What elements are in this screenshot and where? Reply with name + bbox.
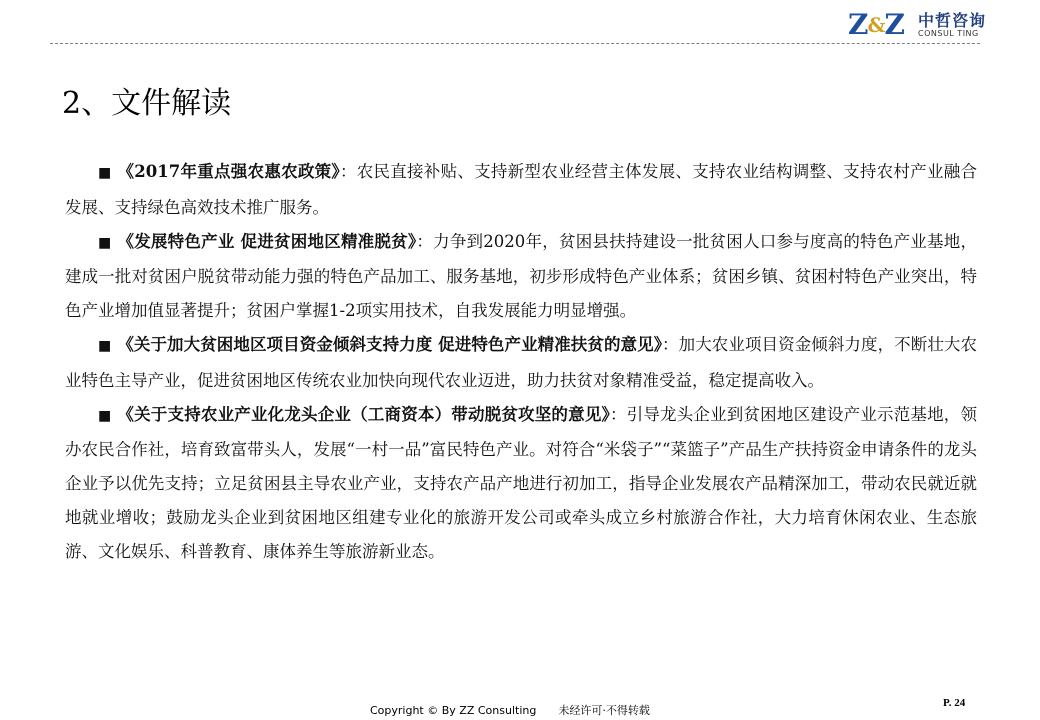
header-divider	[50, 43, 980, 44]
square-bullet-icon: ■	[98, 165, 112, 181]
policy-document-name: 《关于支持农业产业化龙头企业（工商资本）带动脱贫攻坚的意见》	[117, 404, 610, 424]
page-number: P. 24	[943, 697, 966, 709]
policy-summary: ：引导龙头企业到贫困地区建设产业示范基地，领办农民合作社，培育致富带头人，发展“一村一品”富民特色产业。对符合“米袋子”“菜篮子”产品生产扶持资金申请条件的龙头企业予以优先支持；立足贫困县主导农业产业，支持农产品产地进行初加工，指导企业发展农产品精深加工，带动农民就近就地就业增收；鼓励龙头企业到贫困地区组建专业化的旅游开发公司或牵头成立乡村旅游合作社，大力培育休闲农业、生态旅游、文化娱乐、科普教育、康体养生等旅游新业态。	[65, 404, 977, 561]
square-bullet-icon: ■	[98, 407, 112, 424]
square-bullet-icon: ■	[98, 234, 112, 251]
reprint-notice: 未经许可·不得转载	[558, 704, 650, 717]
copyright-text: Copyright © By ZZ Consulting	[370, 704, 537, 717]
logo-english-name: CONSUL TING	[918, 29, 979, 38]
policy-item	[65, 225, 977, 328]
footer-copyright	[370, 702, 650, 718]
policy-item	[65, 155, 977, 225]
policy-summary: ：加大农业项目资金倾斜力度，不断壮大农业特色主导产业，促进贫困地区传统农业加快向现代农业迈进，助力扶贫对象精准受益，稳定提高收入。	[65, 334, 977, 390]
policy-summary: ：力争到2020年，贫困县扶持建设一批贫困人口参与度高的特色产业基地，建成一批对贫困户脱贫带动能力强的特色产品加工、服务基地，初步形成特色产业体系；贫困乡镇、贫困村特色产业突出，特色产业增加值显著提升；贫困户掌握1-2项实用技术，自我发展能力明显增强。	[65, 231, 978, 321]
policy-item	[65, 328, 977, 398]
policy-list	[65, 155, 977, 569]
policy-item	[65, 398, 977, 569]
policy-document-name: 《发展特色产业 促进贫困地区精准脱贫》	[117, 231, 417, 251]
policy-summary: ：农民直接补贴、支持新型农业经营主体发展、支持农业结构调整、支持农村产业融合发展、支持绿色高效技术推广服务。	[65, 162, 977, 217]
logo-mark: Z&Z	[848, 8, 904, 41]
policy-document-name: 《2017年重点强农惠农政策》	[117, 162, 340, 181]
square-bullet-icon: ■	[98, 337, 112, 354]
page-title: 2、文件解读	[62, 86, 232, 121]
logo-chinese-name: 中哲咨询	[918, 11, 987, 30]
company-logo	[848, 8, 988, 42]
policy-document-name: 《关于加大贫困地区项目资金倾斜支持力度 促进特色产业精准扶贫的意见》	[117, 334, 663, 354]
